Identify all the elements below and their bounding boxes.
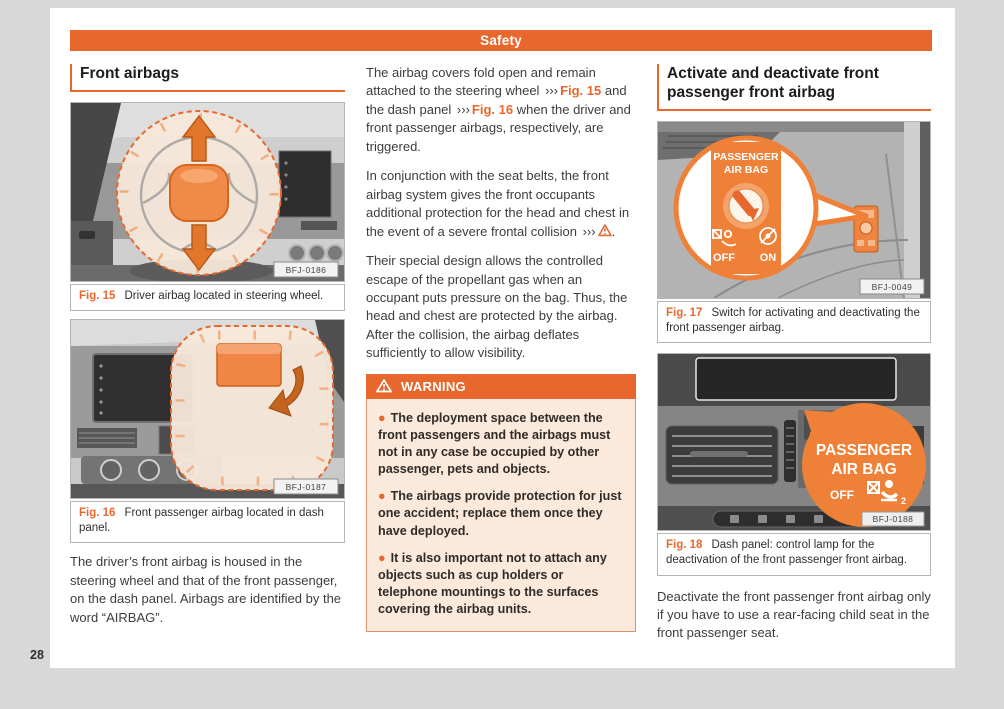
fig18-caption (657, 533, 931, 575)
figure-17 (657, 121, 931, 343)
fig16-code: BFJ-0187 (285, 482, 327, 493)
fig18-code: BFJ-0188 (872, 514, 914, 525)
fig16-label: Fig. 16 (79, 507, 116, 520)
flap-highlight (217, 344, 281, 354)
figure-16 (70, 319, 345, 543)
fig16-reference-link[interactable]: Fig. 16 (471, 101, 514, 117)
warning-box (366, 374, 636, 632)
section-heading-front-airbags: Front airbags (70, 64, 345, 92)
middle-paragraph-1 (366, 64, 636, 156)
bubble-line1: PASSENGER (815, 442, 913, 460)
chapter-banner: Safety (70, 30, 932, 51)
column-middle (366, 64, 636, 654)
fig17-code: BFJ-0049 (871, 281, 913, 292)
fig17-caption (657, 301, 931, 343)
fig15-caption (70, 284, 345, 311)
warning-item-text: It is also important not to attach any objects such as cup holders or telephone mountings to the surfaces covering the airbag units. (378, 550, 607, 617)
section-heading-activate-deactivate: Activate and deactivate front passenger front airbag (657, 64, 931, 111)
figure-18 (657, 353, 931, 575)
column-right (657, 64, 931, 654)
switch-title-line2: AIR BAG (723, 163, 769, 176)
warning-item (378, 550, 624, 619)
fig18-label: Fig. 18 (666, 539, 703, 552)
thumbwheel (784, 420, 796, 482)
fig17-illustration (657, 121, 931, 299)
vent-adjuster (690, 451, 748, 457)
fig15-code: BFJ-0186 (285, 264, 327, 275)
fig15-illustration (70, 102, 345, 282)
figure-code-plate (862, 512, 924, 526)
warning-item (378, 410, 624, 479)
para1-text-a: The airbag covers fold open and remain attached to the steering wheel (366, 65, 596, 99)
dash-top-edge (658, 122, 930, 132)
warning-item-text: The airbags provide protection for just one accident; replace them once they have deployed. (378, 489, 622, 538)
fig17-label: Fig. 17 (666, 306, 703, 319)
airbag-switch-magnified (711, 142, 781, 274)
left-paragraph: The driver’s front airbag is housed in the steering wheel and that of the front passenger, on the dash panel. Airbags are identified by the word “AIRBAG”. (70, 554, 342, 625)
climate-knobs (289, 245, 343, 261)
page-number: 28 (30, 648, 44, 662)
bubble-off-label: OFF (830, 488, 854, 503)
warning-item (378, 488, 624, 539)
warning-triangle-icon[interactable] (598, 224, 612, 237)
bullet: ● (378, 550, 386, 565)
fig16-caption (70, 501, 345, 543)
bubble-line2: AIR BAG (831, 461, 897, 479)
fig16-illustration (70, 319, 345, 499)
ref-mark: ››› (545, 83, 559, 99)
fig15-caption-text: Driver airbag located in steering wheel. (124, 289, 324, 302)
switch-on-label: ON (759, 251, 777, 264)
fig16-caption-text: Front passenger airbag located in dash panel. (79, 507, 324, 535)
figure-code-plate (860, 279, 924, 294)
center-vent (301, 221, 337, 230)
warning-header (366, 374, 636, 399)
para1-text-b: and the dash panel (366, 83, 627, 117)
door-seal (920, 122, 930, 298)
fig18-caption-text: Dash panel: control lamp for the deactivation of the front passenger front airbag. (666, 539, 908, 567)
icon-subscript: 2 (901, 496, 907, 507)
ref-mark: ››› (456, 101, 470, 117)
fig17-caption-text: Switch for activating and deactivating the front passenger airbag. (666, 306, 920, 334)
middle-paragraph-2 (366, 167, 636, 241)
para1-text-c: when the driver and front passenger airbags, respectively, are triggered. (366, 101, 631, 154)
para2-text: In conjunction with the seat belts, the front airbag system gives the front occupants additional protection for the head and chest in the event of a severe frontal collision (366, 168, 630, 239)
switch-title-line1: PASSENGER (713, 150, 779, 163)
figure-15 (70, 102, 345, 311)
manual-page (50, 8, 955, 668)
figure-code-plate (274, 479, 338, 494)
figure-code-plate (274, 262, 338, 277)
bullet: ● (378, 489, 386, 504)
middle-paragraph-3: Their special design allows the controlled escape of the propellant gas when an occupant puts pressure on the bag. Thus, the head and chest are protected by the airbag. After the collision, the airbag deflates sufficiently to allow visibility. (366, 253, 628, 361)
bullet: ● (378, 410, 386, 425)
infotainment-screen (279, 151, 331, 217)
warning-triangle-icon (376, 379, 392, 393)
ref-mark: ››› (582, 223, 596, 239)
passenger-airbag-off-bubble (802, 403, 926, 527)
fig18-illustration (657, 353, 931, 531)
para2-period: . (611, 223, 616, 239)
column-left (70, 64, 345, 654)
fig15-label: Fig. 15 (79, 289, 116, 302)
hub-highlight (180, 169, 218, 183)
window-switch (79, 231, 95, 239)
right-paragraph: Deactivate the front passenger front airbag only if you have to use a rear-facing child seat in the front passenger seat. (657, 588, 931, 641)
warning-item-text: The deployment space between the front passengers and the airbags must not in any case be occupied by other passenger, pets and objects. (378, 410, 611, 477)
warning-title: WARNING (401, 378, 466, 394)
infotainment-screen (696, 358, 896, 400)
fig15-reference-link[interactable]: Fig. 15 (560, 83, 602, 99)
columns (70, 64, 932, 654)
switch-off-label: OFF (713, 251, 735, 264)
warning-body (366, 399, 636, 632)
